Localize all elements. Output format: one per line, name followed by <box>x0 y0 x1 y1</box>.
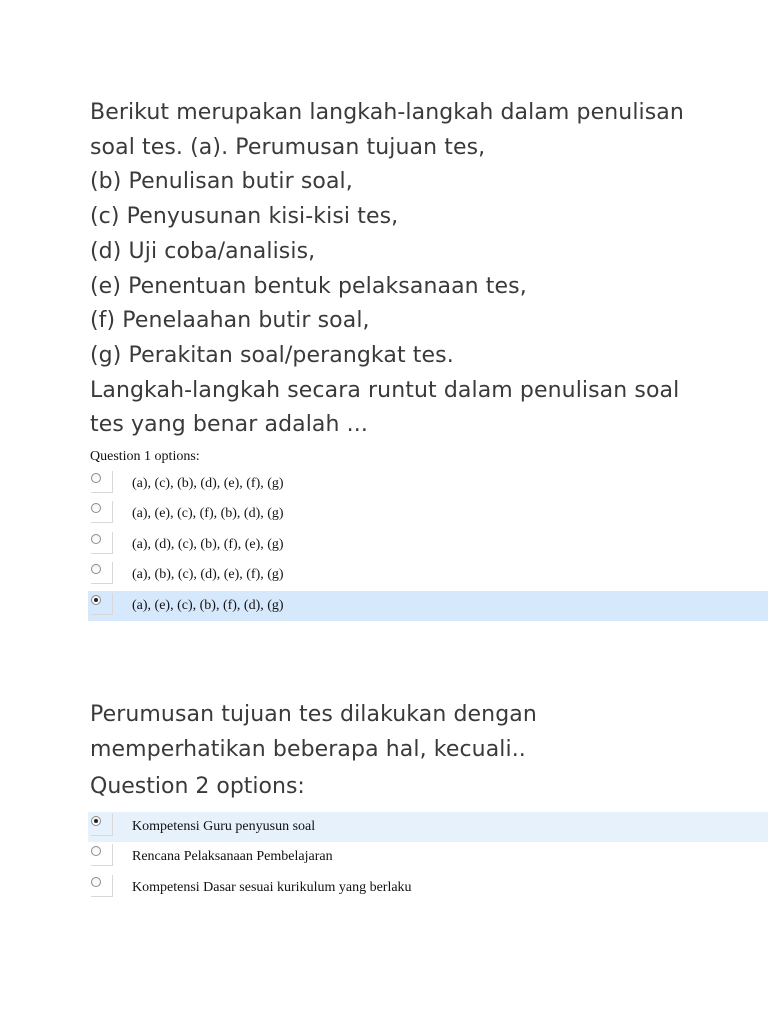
question-text-line: (c) Penyusunan kisi-kisi tes, <box>90 204 399 230</box>
option-row[interactable] <box>88 499 768 529</box>
question-text-line: Berikut merupakan langkah-langkah dalam penulisan <box>90 100 684 125</box>
question-2-options <box>88 812 768 903</box>
option-row[interactable] <box>88 591 768 621</box>
radio-button[interactable] <box>91 816 101 826</box>
option-label: (a), (e), (c), (b), (f), (d), (g) <box>132 597 284 613</box>
question-text-line: memperhatikan beberapa hal, kecuali.. <box>90 736 526 762</box>
question-text-line: Perumusan tujuan tes dilakukan dengan <box>90 702 537 727</box>
question-1-text <box>90 96 750 443</box>
option-row[interactable] <box>88 469 768 499</box>
option-row[interactable] <box>88 530 768 560</box>
option-label: Kompetensi Dasar sesuai kurikulum yang berlaku <box>132 879 412 895</box>
question-1-options-label: Question 1 options: <box>90 449 200 464</box>
option-row[interactable] <box>88 812 768 842</box>
question-1-options <box>88 469 768 621</box>
radio-button[interactable] <box>91 473 101 483</box>
option-row[interactable] <box>88 560 768 590</box>
question-text-line: (e) Penentuan bentuk pelaksanaan tes, <box>90 273 527 299</box>
question-text-line: Langkah-langkah secara runtut dalam penulisan soal <box>90 377 680 403</box>
option-label: Kompetensi Guru penyusun soal <box>132 819 316 834</box>
question-text-line: (d) Uji coba/analisis, <box>90 238 316 264</box>
question-text-line: (b) Penulisan butir soal, <box>90 169 353 195</box>
question-text-line: (f) Penelaahan butir soal, <box>90 308 370 334</box>
option-row[interactable] <box>88 842 768 872</box>
question-text-line: tes yang benar adalah ... <box>90 412 368 438</box>
radio-button[interactable] <box>91 534 101 544</box>
option-label: (a), (d), (c), (b), (f), (e), (g) <box>132 536 284 552</box>
option-label: Rencana Pelaksanaan Pembelajaran <box>132 849 333 865</box>
radio-button[interactable] <box>91 877 101 887</box>
question-text-line: soal tes. (a). Perumusan tujuan tes, <box>90 134 486 160</box>
question-2-text <box>90 698 750 767</box>
option-label: (a), (c), (b), (d), (e), (f), (g) <box>132 476 284 491</box>
option-row[interactable] <box>88 873 768 903</box>
option-label: (a), (e), (c), (f), (b), (d), (g) <box>132 506 284 522</box>
question-2-options-label: Question 2 options: <box>90 774 305 799</box>
radio-button[interactable] <box>91 595 101 605</box>
question-text-line: (g) Perakitan soal/perangkat tes. <box>90 342 454 368</box>
option-label: (a), (b), (c), (d), (e), (f), (g) <box>132 567 284 583</box>
